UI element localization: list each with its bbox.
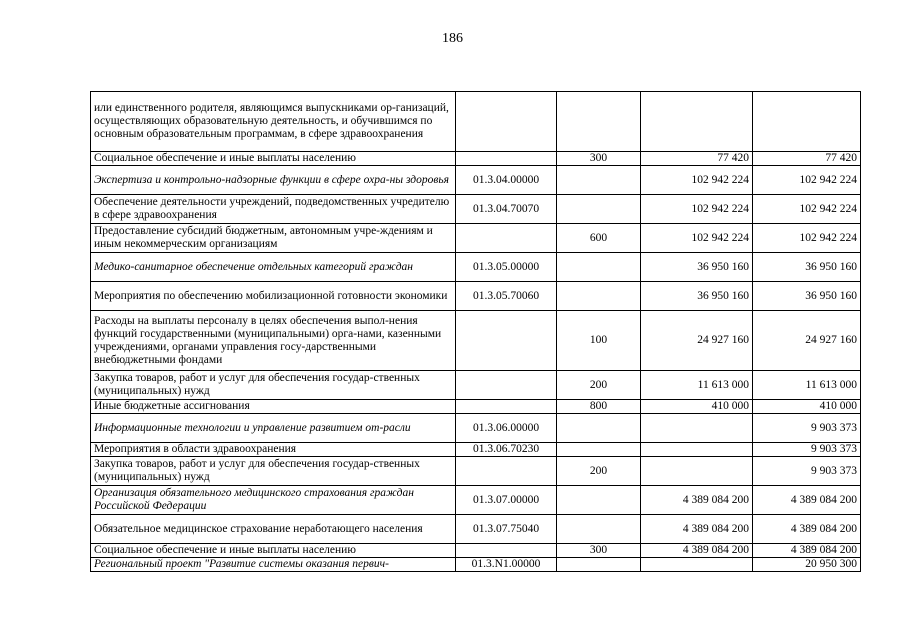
row-amount-2-cell: 20 950 300 bbox=[753, 558, 861, 572]
table-row bbox=[91, 544, 861, 558]
row-code-cell: 01.3.04.70070 bbox=[456, 195, 557, 224]
row-name-cell: Экспертиза и контрольно-надзорные функции в сфере охра-ны здоровья bbox=[91, 166, 456, 195]
row-amount-1-cell: 77 420 bbox=[641, 152, 753, 166]
row-amount-2-cell bbox=[753, 92, 861, 152]
row-name-cell: Обеспечение деятельности учреждений, подведомственных учредителю в сфере здравоохранения bbox=[91, 195, 456, 224]
row-name-cell: Организация обязательного медицинского страхования граждан Российской Федерации bbox=[91, 486, 456, 515]
row-expense-type-cell: 600 bbox=[557, 224, 641, 253]
row-amount-1-cell bbox=[641, 414, 753, 443]
row-code-cell: 01.3.05.70060 bbox=[456, 282, 557, 311]
table-row bbox=[91, 515, 861, 544]
row-amount-2-cell: 102 942 224 bbox=[753, 195, 861, 224]
row-name-cell: Закупка товаров, работ и услуг для обеспечения государ-ственных (муниципальных) нужд bbox=[91, 371, 456, 400]
row-name-cell: Информационные технологии и управление развитием от-расли bbox=[91, 414, 456, 443]
row-code-cell: 01.3.07.00000 bbox=[456, 486, 557, 515]
row-amount-2-cell: 36 950 160 bbox=[753, 282, 861, 311]
row-code-cell: 01.3.05.00000 bbox=[456, 253, 557, 282]
row-code-cell bbox=[456, 224, 557, 253]
row-amount-1-cell bbox=[641, 558, 753, 572]
row-expense-type-cell bbox=[557, 166, 641, 195]
row-expense-type-cell: 200 bbox=[557, 371, 641, 400]
row-expense-type-cell: 800 bbox=[557, 400, 641, 414]
row-amount-2-cell: 36 950 160 bbox=[753, 253, 861, 282]
row-amount-2-cell: 24 927 160 bbox=[753, 311, 861, 371]
table-row bbox=[91, 166, 861, 195]
row-code-cell bbox=[456, 400, 557, 414]
row-name-cell: Медико-санитарное обеспечение отдельных категорий граждан bbox=[91, 253, 456, 282]
row-code-cell bbox=[456, 311, 557, 371]
table-row bbox=[91, 152, 861, 166]
table-row bbox=[91, 371, 861, 400]
row-name-cell: Иные бюджетные ассигнования bbox=[91, 400, 456, 414]
row-code-cell: 01.3.04.00000 bbox=[456, 166, 557, 195]
budget-table bbox=[90, 91, 861, 572]
row-amount-1-cell bbox=[641, 92, 753, 152]
table-row bbox=[91, 282, 861, 311]
row-amount-2-cell: 410 000 bbox=[753, 400, 861, 414]
table-row bbox=[91, 558, 861, 572]
row-expense-type-cell bbox=[557, 414, 641, 443]
row-amount-1-cell: 11 613 000 bbox=[641, 371, 753, 400]
row-name-cell: Обязательное медицинское страхование неработающего населения bbox=[91, 515, 456, 544]
row-amount-1-cell: 102 942 224 bbox=[641, 224, 753, 253]
row-expense-type-cell bbox=[557, 92, 641, 152]
row-expense-type-cell bbox=[557, 195, 641, 224]
row-name-cell: Предоставление субсидий бюджетным, автономным учре-ждениям и иным некоммерческим организациям bbox=[91, 224, 456, 253]
row-amount-2-cell: 4 389 084 200 bbox=[753, 515, 861, 544]
row-expense-type-cell bbox=[557, 282, 641, 311]
row-amount-1-cell: 102 942 224 bbox=[641, 166, 753, 195]
row-expense-type-cell bbox=[557, 515, 641, 544]
row-amount-1-cell: 4 389 084 200 bbox=[641, 486, 753, 515]
row-code-cell: 01.3.06.00000 bbox=[456, 414, 557, 443]
table-row bbox=[91, 443, 861, 457]
row-amount-1-cell: 36 950 160 bbox=[641, 282, 753, 311]
row-expense-type-cell bbox=[557, 558, 641, 572]
row-amount-2-cell: 4 389 084 200 bbox=[753, 486, 861, 515]
row-amount-1-cell: 36 950 160 bbox=[641, 253, 753, 282]
row-code-cell bbox=[456, 457, 557, 486]
row-amount-2-cell: 4 389 084 200 bbox=[753, 544, 861, 558]
row-amount-2-cell: 11 613 000 bbox=[753, 371, 861, 400]
row-amount-2-cell: 9 903 373 bbox=[753, 414, 861, 443]
row-name-cell: Социальное обеспечение и иные выплаты населению bbox=[91, 152, 456, 166]
row-expense-type-cell bbox=[557, 486, 641, 515]
row-amount-1-cell: 4 389 084 200 bbox=[641, 515, 753, 544]
row-expense-type-cell bbox=[557, 253, 641, 282]
table-row bbox=[91, 414, 861, 443]
table-row bbox=[91, 486, 861, 515]
row-expense-type-cell: 100 bbox=[557, 311, 641, 371]
row-amount-2-cell: 102 942 224 bbox=[753, 166, 861, 195]
row-amount-1-cell bbox=[641, 457, 753, 486]
row-amount-1-cell: 102 942 224 bbox=[641, 195, 753, 224]
row-amount-1-cell: 24 927 160 bbox=[641, 311, 753, 371]
row-amount-1-cell: 410 000 bbox=[641, 400, 753, 414]
row-expense-type-cell: 200 bbox=[557, 457, 641, 486]
row-code-cell bbox=[456, 544, 557, 558]
page-number: 186 bbox=[442, 31, 463, 46]
table-row bbox=[91, 457, 861, 486]
row-amount-1-cell bbox=[641, 443, 753, 457]
row-code-cell bbox=[456, 152, 557, 166]
row-expense-type-cell bbox=[557, 443, 641, 457]
table-row bbox=[91, 311, 861, 371]
table-row bbox=[91, 224, 861, 253]
table-row bbox=[91, 92, 861, 152]
row-name-cell: или единственного родителя, являющимся выпускниками ор-ганизаций, осуществляющих образовательную деятельность, и обучившимся по основным образовательным программам, в сфере здравоохранения bbox=[91, 92, 456, 152]
row-code-cell: 01.3.N1.00000 bbox=[456, 558, 557, 572]
row-code-cell bbox=[456, 92, 557, 152]
row-name-cell: Расходы на выплаты персоналу в целях обеспечения выпол-нения функций государственными (муниципальными) орга-нами, казенными учреждениями, органами управления госу-дарственными внебюджетными фондами bbox=[91, 311, 456, 371]
row-expense-type-cell: 300 bbox=[557, 152, 641, 166]
row-amount-2-cell: 9 903 373 bbox=[753, 443, 861, 457]
table-row bbox=[91, 253, 861, 282]
row-name-cell: Мероприятия в области здравоохранения bbox=[91, 443, 456, 457]
row-amount-2-cell: 102 942 224 bbox=[753, 224, 861, 253]
budget-table-body bbox=[91, 92, 861, 572]
row-name-cell: Региональный проект "Развитие системы оказания первич- bbox=[91, 558, 456, 572]
row-code-cell: 01.3.07.75040 bbox=[456, 515, 557, 544]
row-code-cell: 01.3.06.70230 bbox=[456, 443, 557, 457]
row-name-cell: Мероприятия по обеспечению мобилизационной готовности экономики bbox=[91, 282, 456, 311]
table-row bbox=[91, 400, 861, 414]
table-row bbox=[91, 195, 861, 224]
row-code-cell bbox=[456, 371, 557, 400]
row-amount-2-cell: 77 420 bbox=[753, 152, 861, 166]
row-name-cell: Закупка товаров, работ и услуг для обеспечения государ-ственных (муниципальных) нужд bbox=[91, 457, 456, 486]
row-name-cell: Социальное обеспечение и иные выплаты населению bbox=[91, 544, 456, 558]
row-amount-2-cell: 9 903 373 bbox=[753, 457, 861, 486]
row-amount-1-cell: 4 389 084 200 bbox=[641, 544, 753, 558]
row-expense-type-cell: 300 bbox=[557, 544, 641, 558]
